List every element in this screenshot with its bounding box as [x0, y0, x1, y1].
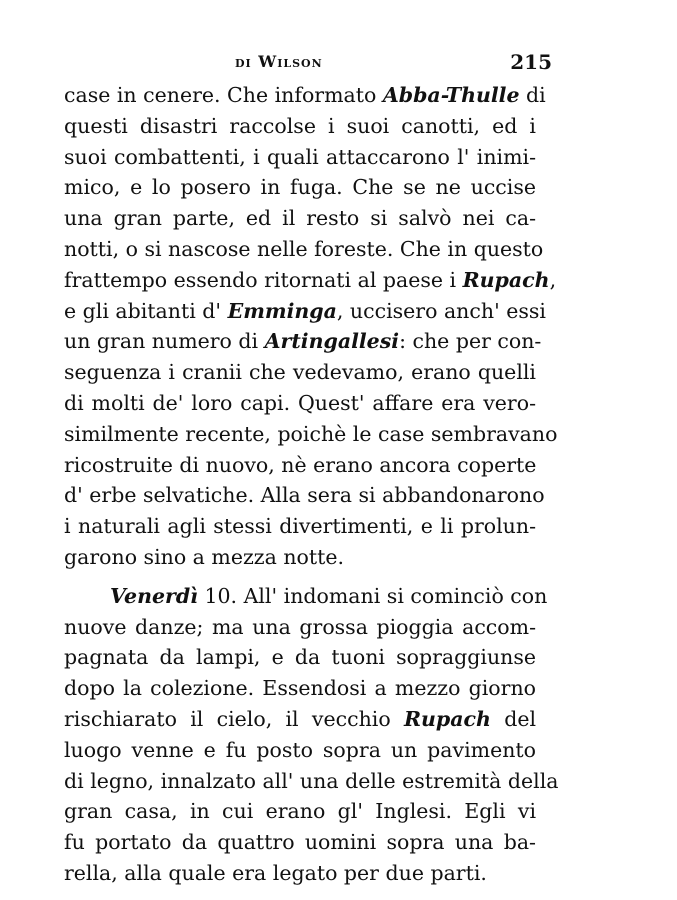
text-line: mico, e lo posero in fuga. Che se ne uccise — [64, 175, 536, 200]
text-line: fu portato da quattro uomini sopra una ba- — [64, 830, 536, 855]
text-line: rella, alla quale era legato per due parti. — [64, 860, 487, 885]
text-line: notti, o si nascose nelle foreste. Che in questo — [64, 236, 544, 261]
text-line: dopo la colezione. Essendosi a mezzo giorno — [64, 676, 536, 701]
text-line: di molti de' loro capi. Quest' affare era vero- — [64, 390, 536, 415]
text-line: case in cenere. Che informato Abba-Thulle di — [64, 83, 546, 107]
page-number: 215 — [510, 50, 552, 74]
text-line: suoi combattenti, i quali attaccarono l' inimi- — [64, 144, 536, 169]
running-head: di Wilson — [235, 52, 323, 71]
text-line: rischiarato il cielo, il vecchio Rupach del — [64, 706, 537, 731]
proper-name: Emminga — [227, 298, 337, 323]
body-text — [64, 80, 559, 889]
text-line: i naturali agli stessi divertimenti, e li prolun- — [64, 514, 536, 539]
text-line: seguenza i cranii che vedevamo, erano quelli — [64, 360, 536, 385]
date-heading: Venerdì — [110, 583, 198, 608]
paragraph-2 — [64, 581, 559, 889]
text-line: garono sino a mezza notte. — [64, 544, 345, 569]
text-line: frattempo essendo ritornati al paese i Rupach, — [64, 267, 557, 292]
text-line: gran casa, in cui erano gl' Inglesi. Egli vi — [64, 799, 536, 824]
text-line: un gran numero di Artingallesi: che per con- — [64, 329, 542, 354]
text-line: pagnata da lampi, e da tuoni sopraggiunse — [64, 645, 536, 670]
paragraph-1 — [64, 80, 558, 573]
text-line: e gli abitanti d' Emminga, uccisero anch' essi — [64, 298, 546, 323]
proper-name: Abba-Thulle — [382, 83, 520, 107]
text-line: di legno, innalzato all' una delle estremità della — [64, 768, 559, 793]
proper-name: Rupach — [403, 706, 491, 731]
text-line: d' erbe selvatiche. Alla sera si abbandonarono — [64, 483, 545, 508]
proper-name: Artingallesi — [264, 329, 400, 354]
text-line: una gran parte, ed il resto si salvò nei ca- — [64, 206, 536, 231]
text-line: Venerdì 10. All' indomani si cominciò con — [110, 583, 548, 608]
text-line: questi disastri raccolse i suoi canotti, ed i — [64, 113, 536, 138]
text-line: ricostruite di nuovo, nè erano ancora coperte — [64, 452, 537, 477]
proper-name: Rupach — [462, 267, 550, 292]
text-line: luogo venne e fu posto sopra un pavimento — [64, 737, 536, 762]
text-line: nuove danze; ma una grossa pioggia accom- — [64, 614, 536, 639]
paragraph-gap — [64, 573, 536, 581]
text-line: similmente recente, poichè le case sembravano — [64, 421, 558, 446]
page-header — [60, 50, 560, 80]
